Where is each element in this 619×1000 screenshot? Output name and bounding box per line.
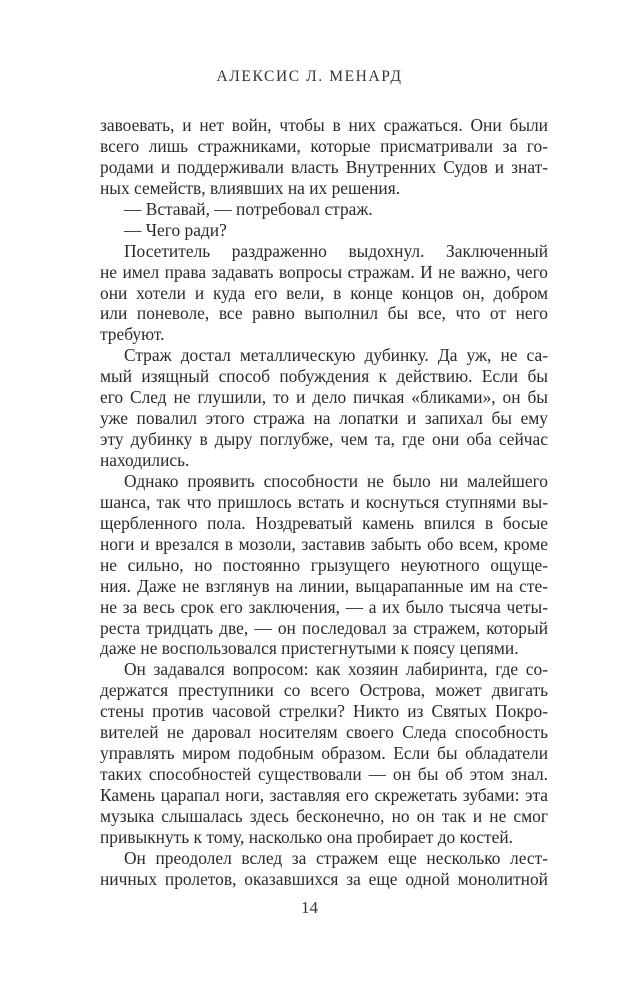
running-head: АЛЕКСИС Л. МЕНАРД [216, 68, 403, 85]
text-line: не имел права задавать вопросы стражам. И не важно, чего [100, 261, 548, 282]
text-line: — Чего ради? [124, 219, 227, 240]
text-line: они хотели и куда его вели, в конце концов он, добром [100, 282, 548, 303]
text-line: реста тридцать две, — он последовал за стражем, который [100, 617, 548, 638]
text-line: управлять миром подобным образом. Если бы обладатели [100, 743, 548, 764]
text-line: шанса, так что пришлось встать и коснуться ступнями вы- [100, 491, 548, 512]
text-line: мый изящный способ побуждения к действию. Если бы [100, 366, 548, 387]
text-line: Посетитель раздраженно выдохнул. Заключенный [124, 240, 548, 261]
text-line: ния. Даже не взглянув на линии, выцарапанные им на сте- [100, 575, 548, 596]
page-number: 14 [301, 898, 318, 917]
text-line: Он преодолел вслед за стражем еще несколько лест- [124, 847, 548, 868]
text-line: Он задавался вопросом: как хозяин лабиринта, где со- [124, 659, 548, 680]
text-line: даже не воспользовался пристегнутыми к поясу цепями. [100, 638, 519, 659]
text-line: требуют. [100, 324, 165, 345]
body-text [100, 115, 548, 890]
text-line: Страж достал металлическую дубинку. Да уж, не са- [124, 345, 548, 366]
text-line: ничных пролетов, оказавшихся за еще одной монолитной [100, 868, 548, 889]
text-line: эту дубинку в дыру поглубже, чем та, где они оба сейчас [100, 429, 548, 450]
text-line: Камень царапал ноги, заставляя его скрежетать зубами: эта [100, 785, 548, 805]
text-line: не за весь срок его заключения, — а их было тысяча четы- [100, 596, 548, 617]
text-line: завоевать, и нет войн, чтобы в них сражаться. Они были [100, 115, 548, 135]
text-line: — Вставай, — потребовал страж. [124, 198, 373, 219]
text-line: ноги и врезался в мозоли, заставив забыть обо всем, кроме [100, 533, 548, 554]
text-line: или поневоле, все равно выполнил бы все, что от него [100, 303, 548, 324]
text-line: таких способностей существовали — он бы об этом знал. [100, 764, 548, 785]
text-line: всего лишь стражниками, которые присматривали за го- [100, 135, 548, 156]
text-line: Однако проявить способности не было ни малейшего [124, 470, 548, 491]
text-line: вителей не даровал носителям своего Следа способность [100, 722, 548, 743]
text-line: уже повалил этого стража на лопатки и запихал бы ему [100, 408, 548, 429]
text-line: находились. [100, 450, 190, 470]
text-line: щербленного пола. Ноздреватый камень впился в босые [100, 512, 548, 533]
text-line: его След не глушили, то и дело пичкая «бликами», он бы [100, 387, 548, 408]
text-line: не сильно, но постоянно грызущего неуютного ощуще- [100, 554, 548, 575]
text-line: стены против часовой стрелки? Никто из Святых Покро- [100, 701, 548, 722]
text-line: ных семейств, влиявших на их решения. [100, 177, 401, 198]
text-line: привыкнуть к тому, насколько она пробирает до костей. [100, 826, 513, 847]
text-line: родами и поддерживали власть Внутренних Судов и знат- [100, 156, 548, 177]
text-line: держатся преступники со всего Острова, может двигать [100, 680, 548, 701]
text-line: музыка слышалась здесь бесконечно, но он так и не смог [100, 805, 548, 826]
